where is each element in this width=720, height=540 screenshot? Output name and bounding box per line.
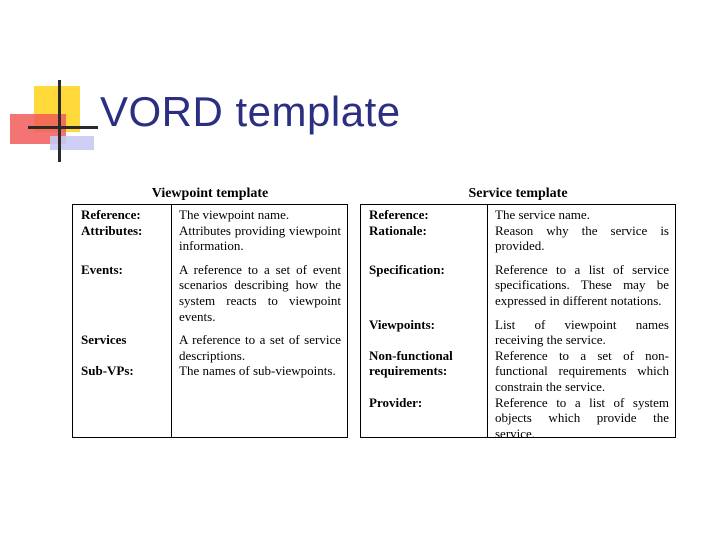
service-template-heading: Service template (468, 186, 568, 201)
row-description: A reference to a set of service descriptions. (179, 332, 341, 363)
row-label: Specification: (369, 261, 445, 277)
row-description: The viewpoint name. (179, 207, 290, 222)
row-label: Non-functional requirements: (369, 347, 453, 379)
row-label: Reference: (369, 207, 429, 222)
viewpoint-template (72, 186, 348, 438)
row-label: Rationale: (369, 222, 427, 238)
logo-blue-bar (50, 136, 94, 150)
row-label: Attributes: (81, 222, 143, 238)
service-template-table (360, 204, 676, 441)
row-description: Attributes providing viewpoint information. (179, 222, 341, 254)
row-label: Sub-VPs: (81, 363, 134, 379)
row-label: Reference: (81, 207, 141, 222)
row-label: Events: (81, 261, 123, 277)
row-description: The names of sub-viewpoints. (179, 363, 336, 379)
service-template (360, 186, 676, 441)
logo-vertical-line (58, 80, 61, 162)
row-label: Provider: (369, 394, 423, 410)
row-description: The service name. (495, 207, 590, 222)
viewpoint-template-heading: Viewpoint template (151, 186, 269, 201)
decorative-logo (0, 0, 110, 170)
slide-title: VORD template (100, 88, 401, 135)
row-description: A reference to a set of event scenarios describing how the system reacts to viewpoint events. (179, 261, 341, 324)
row-label: Services (81, 332, 127, 348)
row-description: Reference to a list of service specifications. These may be expressed in different notations. (495, 261, 669, 308)
row-description: List of viewpoint names receiving the service. (495, 316, 669, 348)
row-description: Reference to a list of system objects which provide the service. (495, 394, 669, 441)
logo-horizontal-line (28, 126, 98, 129)
row-label: Viewpoints: (369, 316, 435, 332)
row-description: Reference to a set of non-functional requirements which constrain the service. (495, 347, 669, 394)
viewpoint-template-table (72, 204, 348, 438)
row-description: Reason why the service is provided. (495, 222, 669, 254)
